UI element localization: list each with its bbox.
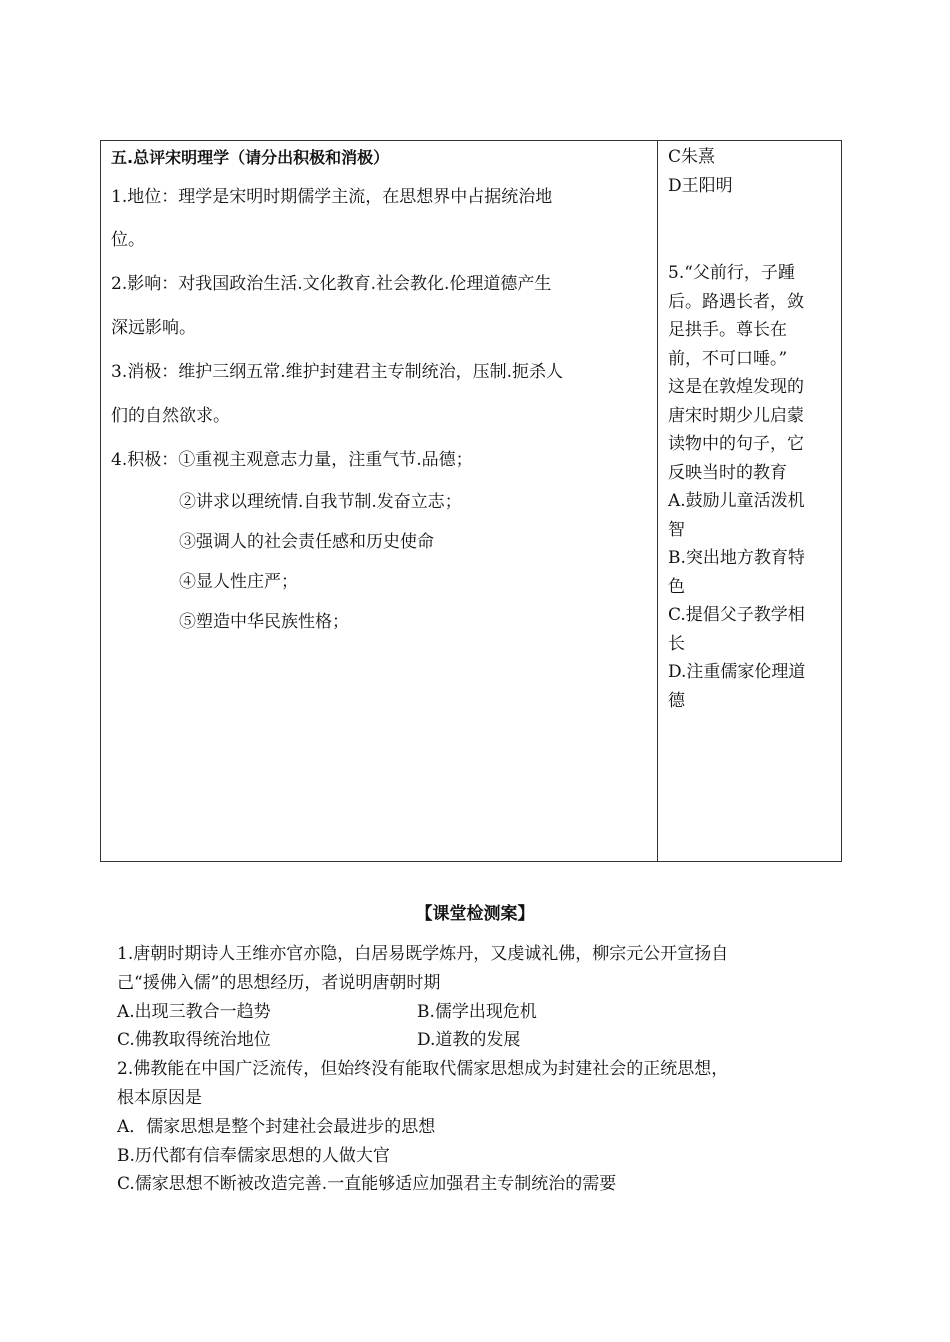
influence-line: 2.影响：对我国政治生活.文化教育.社会教化.伦理道德产生 [111,274,552,294]
negative-line: 们的自然欲求。 [111,406,230,426]
option-d: 德 [668,690,685,711]
option-c: 长 [668,633,685,654]
positive-point: 4.积极：①重视主观意志力量，注重气节.品德； [111,450,473,470]
question-line: 足拱手。尊长在 [668,320,787,340]
section-title: 【课堂检测案】 [415,904,535,924]
q1-option-d: D.道教的发展 [417,1030,521,1051]
positive-point: ⑤塑造中华民族性格； [179,612,349,632]
q1-option-c: C.佛教取得统治地位 [117,1030,271,1051]
question-line: 5.“父前行，子踵 [668,263,795,283]
option-c: C.提倡父子教学相 [668,605,805,625]
positive-point: ④显人性庄严； [179,572,298,592]
option-a: A.鼓励儿童活泼机 [668,491,805,511]
q2-option-c: C.儒家思想不断被改造完善.一直能够适应加强君主专制统治的需要 [117,1174,617,1195]
question-line: 后。路遇长者，敛 [668,291,804,312]
q2-option-a: A．儒家思想是整个封建社会最进步的思想 [117,1116,436,1137]
q1-option-a: A.出现三教合一趋势 [117,1001,271,1022]
question-cell [658,141,842,862]
positive-point: ②讲求以理统情.自我节制.发奋立志； [179,492,462,512]
summary-heading: 五.总评宋明理学（请分出积极和消极） [111,148,390,167]
prev-option: D王阳明 [668,175,733,196]
question-1: 1.唐朝时期诗人王维亦官亦隐，白居易既学炼丹，又虔诚礼佛，柳宗元公开宣扬自 [117,944,729,964]
question-1: 己“援佛入儒”的思想经历，者说明唐朝时期 [117,972,441,993]
question-line: 唐宋时期少儿启蒙 [668,405,804,426]
status-line: 位。 [111,230,145,250]
status-line: 1.地位：理学是宋明时期儒学主流，在思想界中占据统治地 [111,187,553,207]
question-line: 前，不可口唾。” [668,348,788,369]
q1-option-b: B.儒学出现危机 [417,1001,537,1022]
influence-line: 深远影响。 [111,318,196,338]
option-b: B.突出地方教育特 [668,548,805,568]
option-a: 智 [668,519,685,540]
question-line: 读物中的句子，它 [668,434,804,454]
negative-line: 3.消极：维护三纲五常.维护封建君主专制统治，压制.扼杀人 [111,362,564,382]
question-line: 这是在敦煌发现的 [668,377,804,397]
option-d: D.注重儒家伦理道 [668,662,806,682]
option-b: 色 [668,576,685,597]
q2-option-b: B.历代都有信奉儒家思想的人做大官 [117,1145,390,1166]
question-line: 反映当时的教育 [668,462,787,483]
summary-cell [101,141,658,862]
question-2: 根本原因是 [117,1087,202,1108]
prev-option: C朱熹 [668,147,716,167]
summary-table [100,140,842,862]
question-2: 2.佛教能在中国广泛流传，但始终没有能取代儒家思想成为封建社会的正统思想， [117,1059,729,1080]
classroom-test [117,940,837,1199]
positive-point: ③强调人的社会责任感和历史使命 [179,532,434,552]
